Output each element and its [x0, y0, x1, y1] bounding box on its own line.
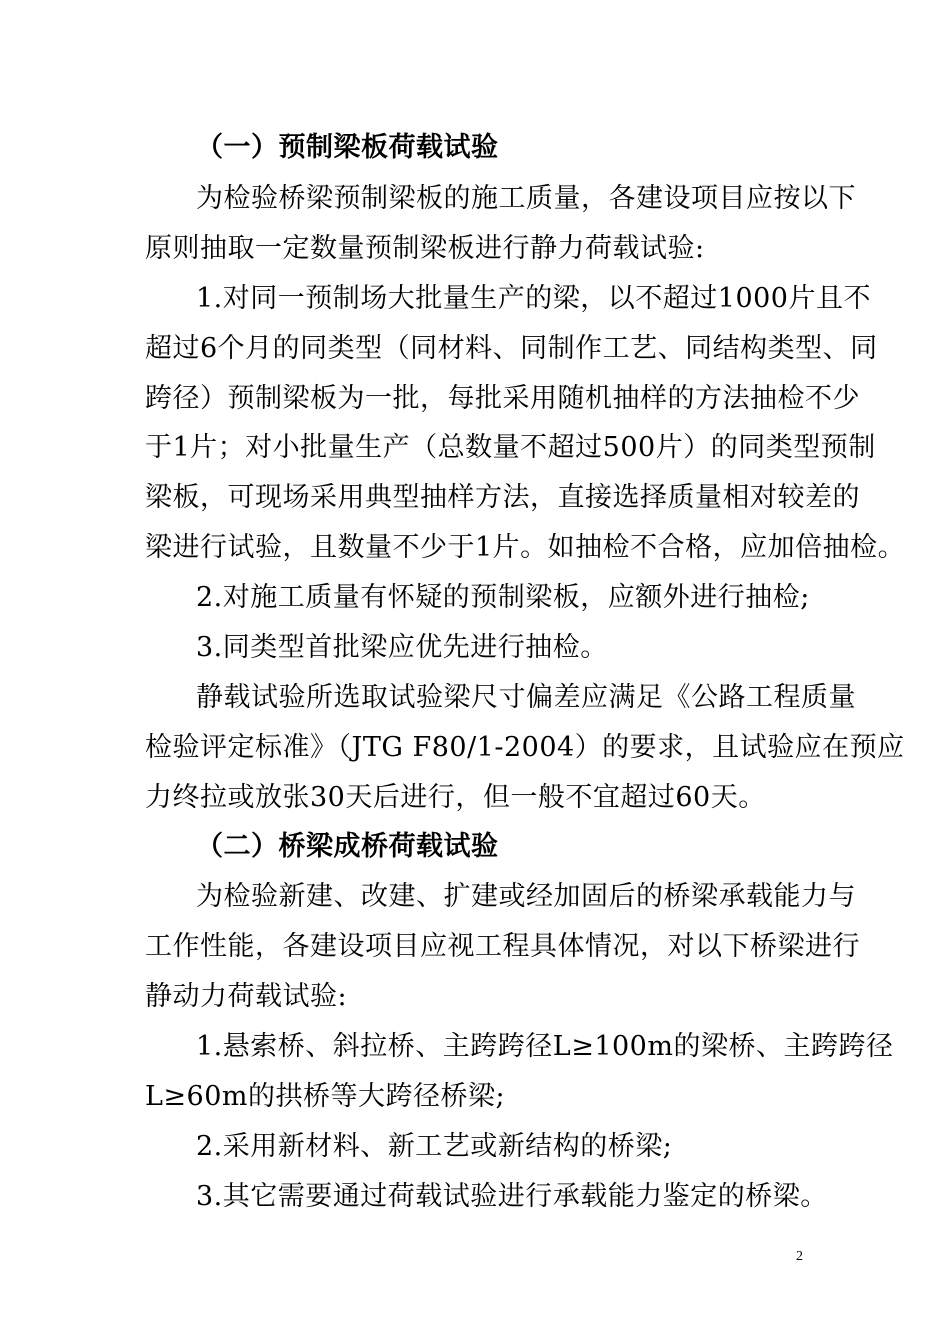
section1-heading: （一）预制梁板荷载试验: [196, 132, 499, 163]
section1-intro-line: 原则抽取一定数量预制梁板进行静力荷载试验:: [145, 233, 705, 264]
section2-heading: （二）桥梁成桥荷载试验: [196, 831, 499, 862]
section1-intro-line: 为检验桥梁预制梁板的施工质量，各建设项目应按以下: [196, 183, 856, 214]
section2-item1-line: L≥60m的拱桥等大跨径桥梁;: [145, 1081, 506, 1112]
section1-item1-line: 梁进行试验，且数量不少于1片。如抽检不合格，应加倍抽检。: [145, 532, 906, 563]
section1-static-test-line: 力终拉或放张30天后进行，但一般不宜超过60天。: [145, 782, 766, 813]
page-number: 2: [796, 1249, 803, 1264]
section1-item1-line: 超过6个月的同类型（同材料、同制作工艺、同结构类型、同: [145, 333, 878, 364]
section1-item2: 2.对施工质量有怀疑的预制梁板，应额外进行抽检;: [196, 582, 810, 613]
section1-item3: 3.同类型首批梁应优先进行抽检。: [196, 632, 608, 663]
section2-intro-line: 为检验新建、改建、扩建或经加固后的桥梁承载能力与: [196, 881, 856, 912]
section1-static-test-line: 检验评定标准》（JTG F80/1-2004）的要求，且试验应在预应: [145, 732, 905, 763]
section2-item1-line: 1.悬索桥、斜拉桥、主跨跨径L≥100m的梁桥、主跨跨径: [196, 1031, 894, 1062]
section1-static-test-line: 静载试验所选取试验梁尺寸偏差应满足《公路工程质量: [196, 682, 856, 713]
section2-item3: 3.其它需要通过荷载试验进行承载能力鉴定的桥梁。: [196, 1181, 828, 1212]
section1-item1-line: 跨径）预制梁板为一批，每批采用随机抽样的方法抽检不少: [145, 383, 860, 414]
section2-item2: 2.采用新材料、新工艺或新结构的桥梁;: [196, 1131, 673, 1162]
section1-item1-line: 1.对同一预制场大批量生产的梁，以不超过1000片且不: [196, 283, 871, 314]
section2-intro-line: 静动力荷载试验:: [145, 981, 348, 1012]
section1-item1-line: 梁板，可现场采用典型抽样方法，直接选择质量相对较差的: [145, 482, 860, 513]
section2-intro-line: 工作性能，各建设项目应视工程具体情况，对以下桥梁进行: [145, 931, 860, 962]
section1-item1-line: 于1片；对小批量生产（总数量不超过500片）的同类型预制: [145, 432, 876, 463]
